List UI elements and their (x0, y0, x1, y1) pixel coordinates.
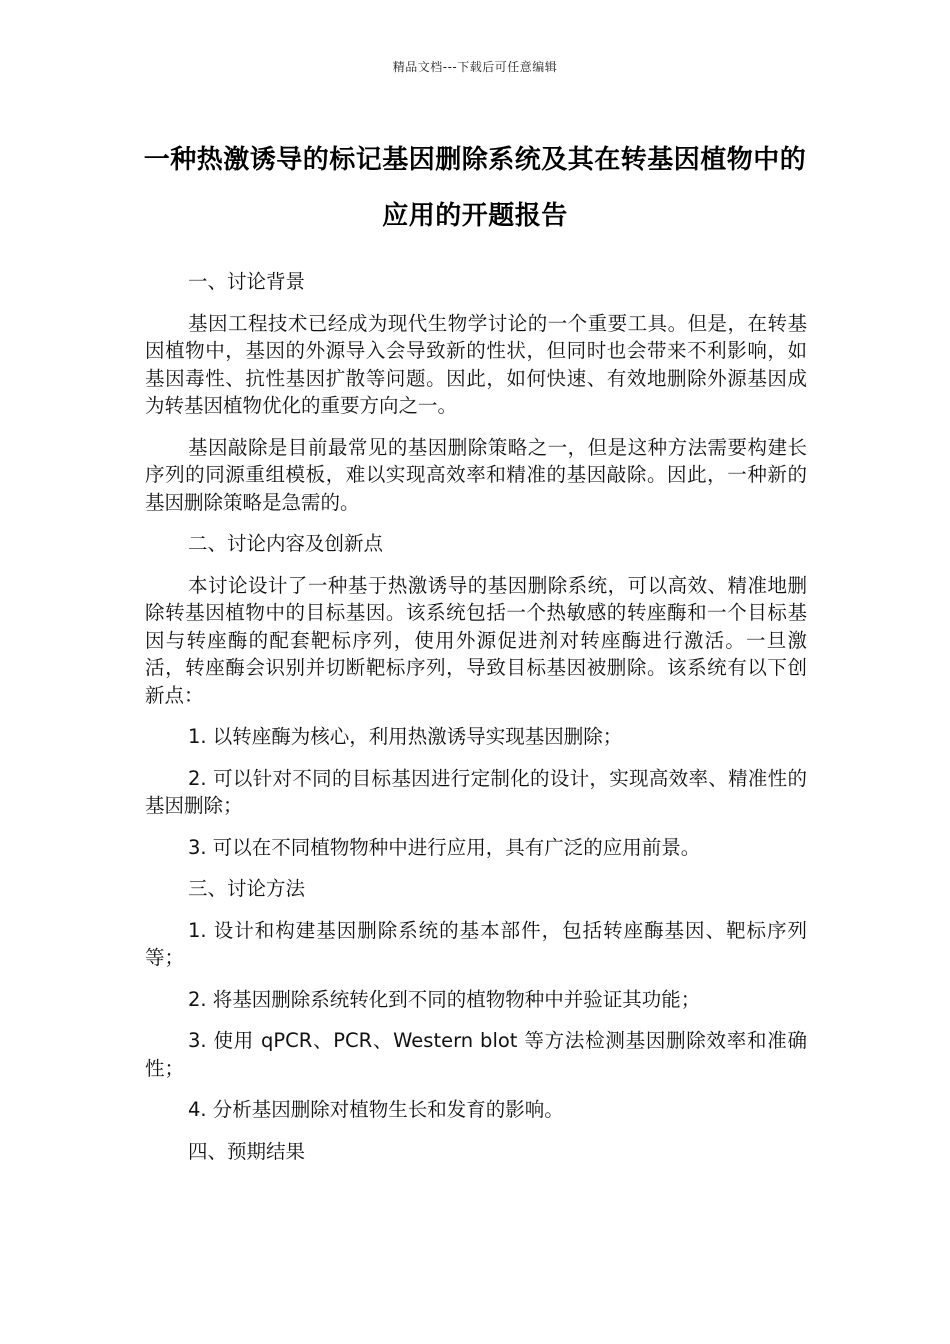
page-header-note: 精品文档---下载后可任意编辑 (392, 60, 558, 74)
list-item: 1. 设计和构建基因删除系统的基本部件，包括转座酶基因、靶标序列等； (145, 918, 807, 969)
list-item: 1. 以转座酶为核心，利用热激诱导实现基因删除； (188, 725, 623, 748)
list-item: 2. 将基因删除系统转化到不同的植物物种中并验证其功能； (188, 987, 701, 1011)
section-heading-background: 一、讨论背景 (188, 270, 306, 293)
body-paragraph: 基因敲除是目前最常见的基因删除策略之一，但是这种方法需要构建长序列的同源重组模板，难以实现高效率和精准的基因敲除。因此，一种新的基因删除策略是急需的。 (145, 435, 807, 514)
list-item: 3. 使用 qPCR、PCR、Western blot 等方法检测基因删除效率和准确性； (145, 1029, 807, 1080)
list-item: 3. 可以在不同植物物种中进行应用，具有广泛的应用前景。 (188, 835, 701, 859)
section-heading-results: 四、预期结果 (188, 1139, 306, 1163)
list-item: 4. 分析基因删除对植物生长和发育的影响。 (188, 1098, 564, 1121)
section-heading-content: 二、讨论内容及创新点 (188, 532, 384, 555)
document-body (145, 268, 807, 1179)
body-paragraph: 基因工程技术已经成为现代生物学讨论的一个重要工具。但是，在转基因植物中，基因的外源导入会导致新的性状，但同时也会带来不利影响，如基因毒性、抗性基因扩散等问题。因此，如何快速、有效地删除外源基因成为转基因植物优化的重要方向之一。 (145, 311, 807, 417)
list-item: 2. 可以针对不同的目标基因进行定制化的设计，实现高效率、精准性的基因删除； (145, 766, 807, 817)
document-title: 一种热激诱导的标记基因删除系统及其在转基因植物中的应用的开题报告 (143, 145, 807, 231)
section-heading-methods: 三、讨论方法 (188, 877, 306, 900)
body-paragraph: 本讨论设计了一种基于热激诱导的基因删除系统，可以高效、精准地删除转基因植物中的目标基因。该系统包括一个热敏感的转座酶和一个目标基因与转座酶的配套靶标序列，使用外源促进剂对转座酶进行激活。一旦激活，转座酶会识别并切断靶标序列，导致目标基因被删除。该系统有以下创新点： (145, 573, 807, 707)
